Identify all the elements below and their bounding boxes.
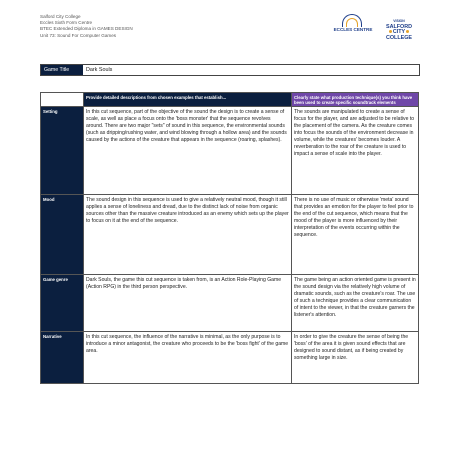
table-row: [41, 275, 419, 332]
table-corner: [41, 93, 84, 107]
analysis-table: [40, 92, 419, 384]
salford-logo-top: SALFORD: [385, 23, 413, 30]
row-label: Game genre: [41, 275, 84, 332]
description-cell: In this cut sequence, part of the objective of the sound the design is to create a sense of scale, as well as place a focus onto the 'boss monster' that the sequence revolves around. There are two major "sets" of sound in this sequence, the environmental sounds (such as dripping/rushing water, and wind blowing through a hollow area) and the sounds caused by the actions of the creature that appears in the sequence (roaring, splashes).: [84, 107, 292, 195]
salford-logo-sub: VISION: [393, 19, 405, 23]
description-cell: Dark Souls, the game this cut sequence is taken from, is an Action Role-Playing Game (Action RPG) in the third person perspective.: [84, 275, 292, 332]
row-label: Mood: [41, 195, 84, 275]
technique-cell: The sounds are manipulated to create a sense of focus for the player, and are adjusted to be relative to the placement of the camera. As the creature comes into focus the sounds of the environment decrease in volume, while the creatures' becomes louder. A reverberation to the roar of the creature is used to impact a sense of scale into the player.: [292, 107, 419, 195]
salford-logo-text: [376, 19, 422, 41]
salford-logo-bottom: COLLEGE: [385, 34, 413, 41]
description-cell: The sound design in this sequence is used to give a relatively neutral mood, though it still applies a sense of loneliness and dread, due to the distinct lack of noise from organic sources other than the massive creature introduced as an enemy which sets up the player to focus on it at the end of the sequence.: [84, 195, 292, 275]
table-row: [41, 107, 419, 195]
centre-name: Eccles Sixth Form Centre: [40, 20, 93, 26]
salford-logo-mid: CITY: [392, 29, 406, 36]
column-header-descriptions: Provide detailed descriptions from chosen examples that establish...: [84, 93, 292, 107]
unit-name: Unit 73: Sound For Computer Games: [40, 32, 117, 38]
college-name: Salford City College: [40, 14, 81, 19]
game-title-row: [40, 64, 420, 76]
game-title-label: Game Title: [41, 65, 83, 75]
eccles-logo: [332, 14, 374, 44]
row-label: Setting: [41, 107, 84, 195]
game-title-value: Dark Souls: [83, 65, 419, 75]
course-name: BTEC Extended Diploma in GAMES DESIGN: [40, 26, 133, 32]
salford-logo: [376, 14, 422, 44]
technique-cell: There is no use of music or otherwise 'meta' sound that provides an emotion for the player to feel prior to the end of the cut sequence, which means that the mood of the player is more influenced by their interpretation of the events occurring within the sequence.: [292, 195, 419, 275]
salford-dot-icon: [406, 30, 409, 33]
technique-cell: In order to give the creature the sense of being the 'boss' of the area it is given sound effects that are designed to sound distant, as if being created by something large in size.: [292, 332, 419, 384]
table-row: [41, 195, 419, 275]
table-header-row: [41, 93, 419, 107]
description-cell: In this cut sequence, the influence of the narrative is minimal, as the only purpose is to introduce a minor antagonist, the creature who proceeds to be the 'boss fight' of the game area.: [84, 332, 292, 384]
row-label: Narrative: [41, 332, 84, 384]
document-header: [40, 14, 420, 60]
eccles-inner-arch-icon: [346, 18, 358, 27]
technique-cell: The game being an action oriented game is present in the sound design via the relatively high volume of dramatic sounds, such as the creature's roar. The use of such a technique provides a clear communication of intent to the viewer, in that the creature garners the listener's attention.: [292, 275, 419, 332]
table-row: [41, 332, 419, 384]
column-header-techniques: Clearly state what production technique(s) you think have been used to create specific soundtrack elements: [292, 93, 419, 107]
eccles-logo-text: ECCLES CENTRE: [333, 27, 373, 32]
